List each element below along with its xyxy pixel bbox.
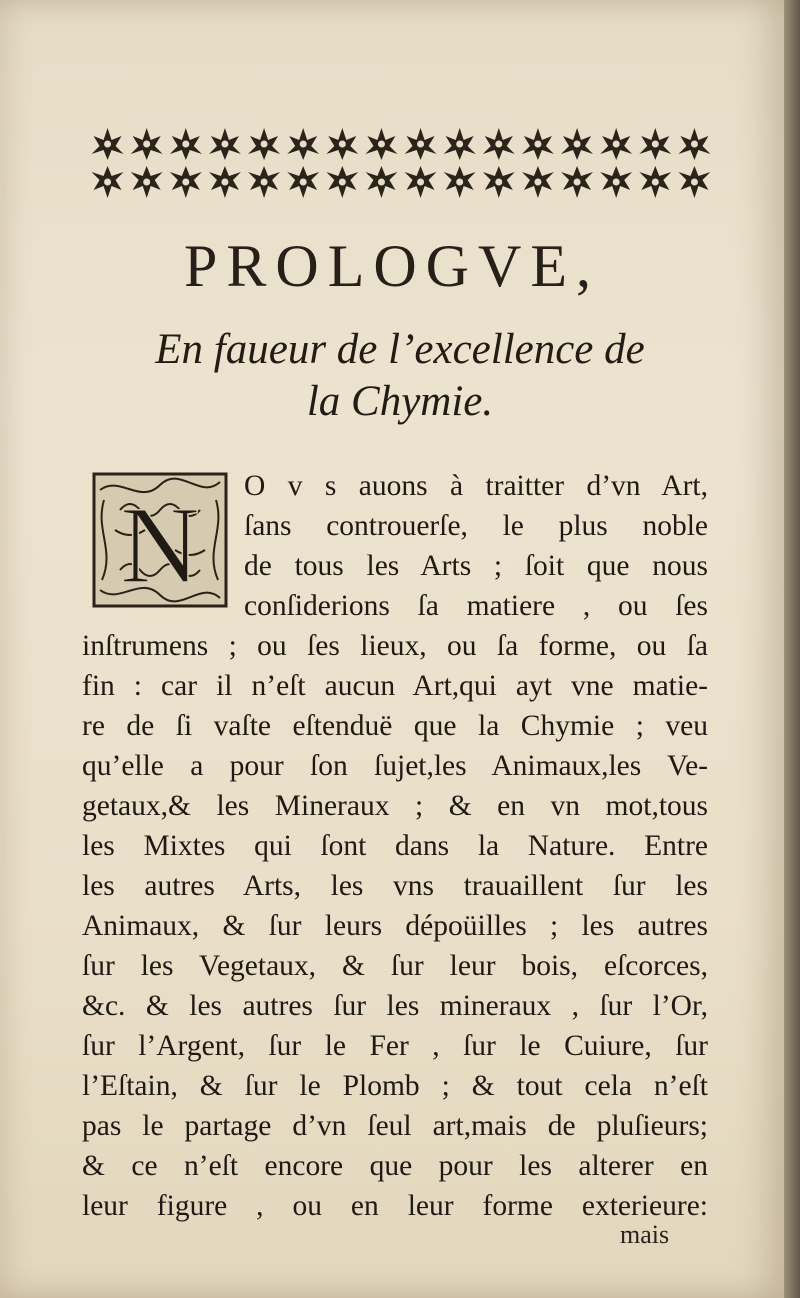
fleuron-center: [613, 179, 620, 186]
body-line: Animaux, & ſur leurs dépoüilles ; les autres: [82, 910, 708, 942]
body-line: l’Eſtain, & ſur le Plomb ; & tout cela n’eſt: [82, 1070, 708, 1102]
fleuron-center: [300, 141, 307, 148]
fleuron-center: [691, 141, 698, 148]
fleuron-center: [261, 179, 268, 186]
body-line: leur figure , ou en leur forme exterieure:: [82, 1190, 708, 1222]
subtitle-line-2: la Chymie.: [306, 378, 494, 425]
subtitle-line-1: En faueur de l’excellence de: [155, 326, 645, 373]
body-line: &c. & les autres ſur les mineraux , ſur l’Or,: [82, 990, 708, 1022]
fleuron-center: [417, 141, 424, 148]
fleuron-center: [495, 179, 502, 186]
body-line: O v s auons à traitter d’vn Art,: [244, 470, 708, 502]
body-line: fin : car il n’eſt aucun Art,qui ayt vne matie-: [82, 670, 708, 702]
fleuron-center: [143, 179, 150, 186]
catchword: mais: [620, 1220, 670, 1249]
fleuron-center: [221, 179, 228, 186]
body-line: ſur l’Argent, ſur le Fer , ſur le Cuiure, ſur: [82, 1030, 708, 1062]
fleuron-center: [456, 141, 463, 148]
fleuron-center: [339, 179, 346, 186]
fleuron-center: [261, 141, 268, 148]
body-line: & ce n’eſt encore que pour les alterer en: [82, 1150, 708, 1182]
body-line: conſiderions ſa matiere , ou ſes: [244, 590, 708, 622]
fleuron-center: [417, 179, 424, 186]
body-line: les autres Arts, les vns trauaillent ſur les: [82, 870, 708, 902]
fleuron-ornament-band: [88, 118, 714, 208]
fleuron-center: [534, 179, 541, 186]
fleuron-center: [456, 179, 463, 186]
fleuron-center: [574, 141, 581, 148]
fleuron-center: [339, 141, 346, 148]
decorated-initial: [90, 470, 230, 610]
fleuron-center: [534, 141, 541, 148]
fleuron-center: [182, 179, 189, 186]
body-line: re de ſi vaſte eſtenduë que la Chymie ; veu: [82, 710, 708, 742]
fleuron-center: [143, 141, 150, 148]
fleuron-center: [182, 141, 189, 148]
fleuron-center: [104, 179, 111, 186]
fleuron-center: [378, 141, 385, 148]
body-line: inſtrumens ; ou ſes lieux, ou ſa forme, ou ſa: [82, 630, 708, 662]
fleuron-center: [652, 141, 659, 148]
fleuron-center: [104, 141, 111, 148]
body-line: getaux,& les Mineraux ; & en vn mot,tous: [82, 790, 708, 822]
fleuron-center: [691, 179, 698, 186]
body-line: les Mixtes qui ſont dans la Nature. Entre: [82, 830, 708, 862]
body-line: ſans controuerſe, le plus noble: [244, 510, 708, 542]
fleuron-center: [378, 179, 385, 186]
fleuron-center: [613, 141, 620, 148]
fleuron-center: [300, 179, 307, 186]
fleuron-center: [652, 179, 659, 186]
body-line: pas le partage d’vn ſeul art,mais de pluſieurs;: [82, 1110, 708, 1142]
body-line: qu’elle a pour ſon ſujet,les Animaux,les Ve-: [82, 750, 708, 782]
fleuron-center: [574, 179, 581, 186]
fleuron-center: [221, 141, 228, 148]
page-title: PROLOGVE,: [183, 233, 600, 299]
body-line: ſur les Vegetaux, & ſur leur bois, eſcorces,: [82, 950, 708, 982]
fleuron-center: [495, 141, 502, 148]
page-edge-shadow: [784, 0, 800, 1298]
body-line: de tous les Arts ; ſoit que nous: [244, 550, 708, 582]
dropcap-letter: N: [120, 484, 200, 606]
